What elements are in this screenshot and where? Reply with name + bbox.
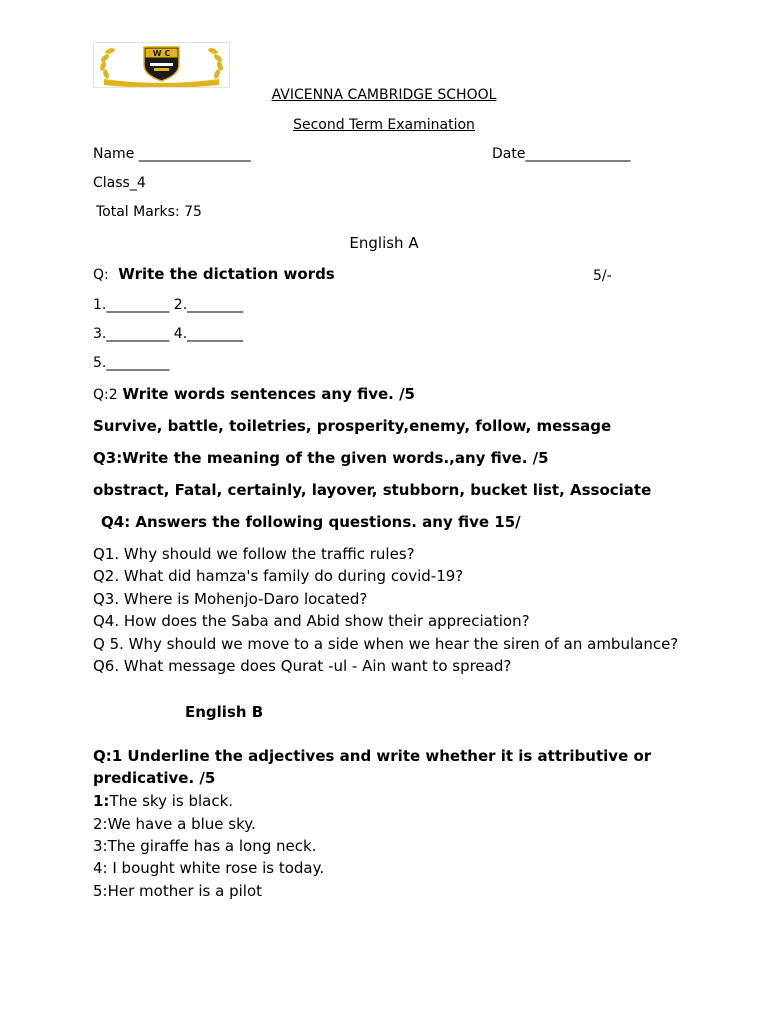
- question-1: [93, 265, 335, 283]
- sentence-number: 1:: [93, 792, 110, 810]
- date-field: Date_______________: [492, 146, 631, 162]
- question-2: [93, 385, 415, 403]
- comprehension-question: Q6. What message does Qurat -ul - Ain want to spread?: [93, 657, 512, 675]
- question-1-prefix: Q:: [93, 267, 109, 283]
- school-name: AVICENNA CAMBRIDGE SCHOOL: [271, 87, 497, 103]
- comprehension-question: Q 5. Why should we move to a side when we hear the siren of an ambulance?: [93, 635, 679, 653]
- total-marks: Total Marks: 75: [96, 204, 202, 220]
- comprehension-question: Q2. What did hamza's family do during covid-19?: [93, 567, 464, 585]
- question-3-text: Q3:Write the meaning of the given words.,any five. /5: [93, 449, 549, 467]
- dictation-blank-row-2: 3._________ 4.________: [93, 326, 244, 342]
- question-3-words: obstract, Fatal, certainly, layover, stubborn, bucket list, Associate: [93, 481, 652, 499]
- adjective-sentence: [93, 792, 233, 810]
- comprehension-question: Q1. Why should we follow the traffic rules?: [93, 545, 415, 563]
- dictation-blank-row-1: 1._________ 2.________: [93, 297, 244, 313]
- question-2-text: Write words sentences any five. /5: [122, 385, 415, 403]
- class-label: Class_4: [93, 175, 146, 191]
- adjective-sentence: 4: I bought white rose is today.: [93, 859, 325, 877]
- adjective-sentence: 5:Her mother is a pilot: [93, 882, 263, 900]
- english-b-question-1-line-1: Q:1 Underline the adjectives and write whether it is attributive or: [93, 747, 652, 765]
- question-1-marks: 5/-: [593, 268, 612, 284]
- dictation-blank-row-3: 5._________: [93, 355, 170, 371]
- adjective-sentence: 3:The giraffe has a long neck.: [93, 837, 317, 855]
- english-a-heading: English A: [349, 234, 419, 252]
- name-field: Name ________________: [93, 146, 251, 162]
- question-1-text: Write the dictation words: [118, 265, 335, 283]
- logo-monogram: W C: [152, 49, 171, 58]
- comprehension-question: Q3. Where is Mohenjo-Daro located?: [93, 590, 368, 608]
- english-b-heading: English B: [185, 703, 264, 721]
- school-logo: [93, 42, 230, 88]
- sentence-text: The sky is black.: [109, 792, 234, 810]
- exam-title: Second Term Examination: [293, 117, 475, 133]
- question-2-prefix: Q:2: [93, 387, 118, 403]
- adjective-sentence: 2:We have a blue sky.: [93, 815, 256, 833]
- english-b-question-1-line-2: predicative. /5: [93, 769, 216, 787]
- comprehension-question: Q4. How does the Saba and Abid show their appreciation?: [93, 612, 530, 630]
- question-4-text: Q4: Answers the following questions. any five 15/: [101, 513, 521, 531]
- question-2-words: Survive, battle, toiletries, prosperity,enemy, follow, message: [93, 417, 612, 435]
